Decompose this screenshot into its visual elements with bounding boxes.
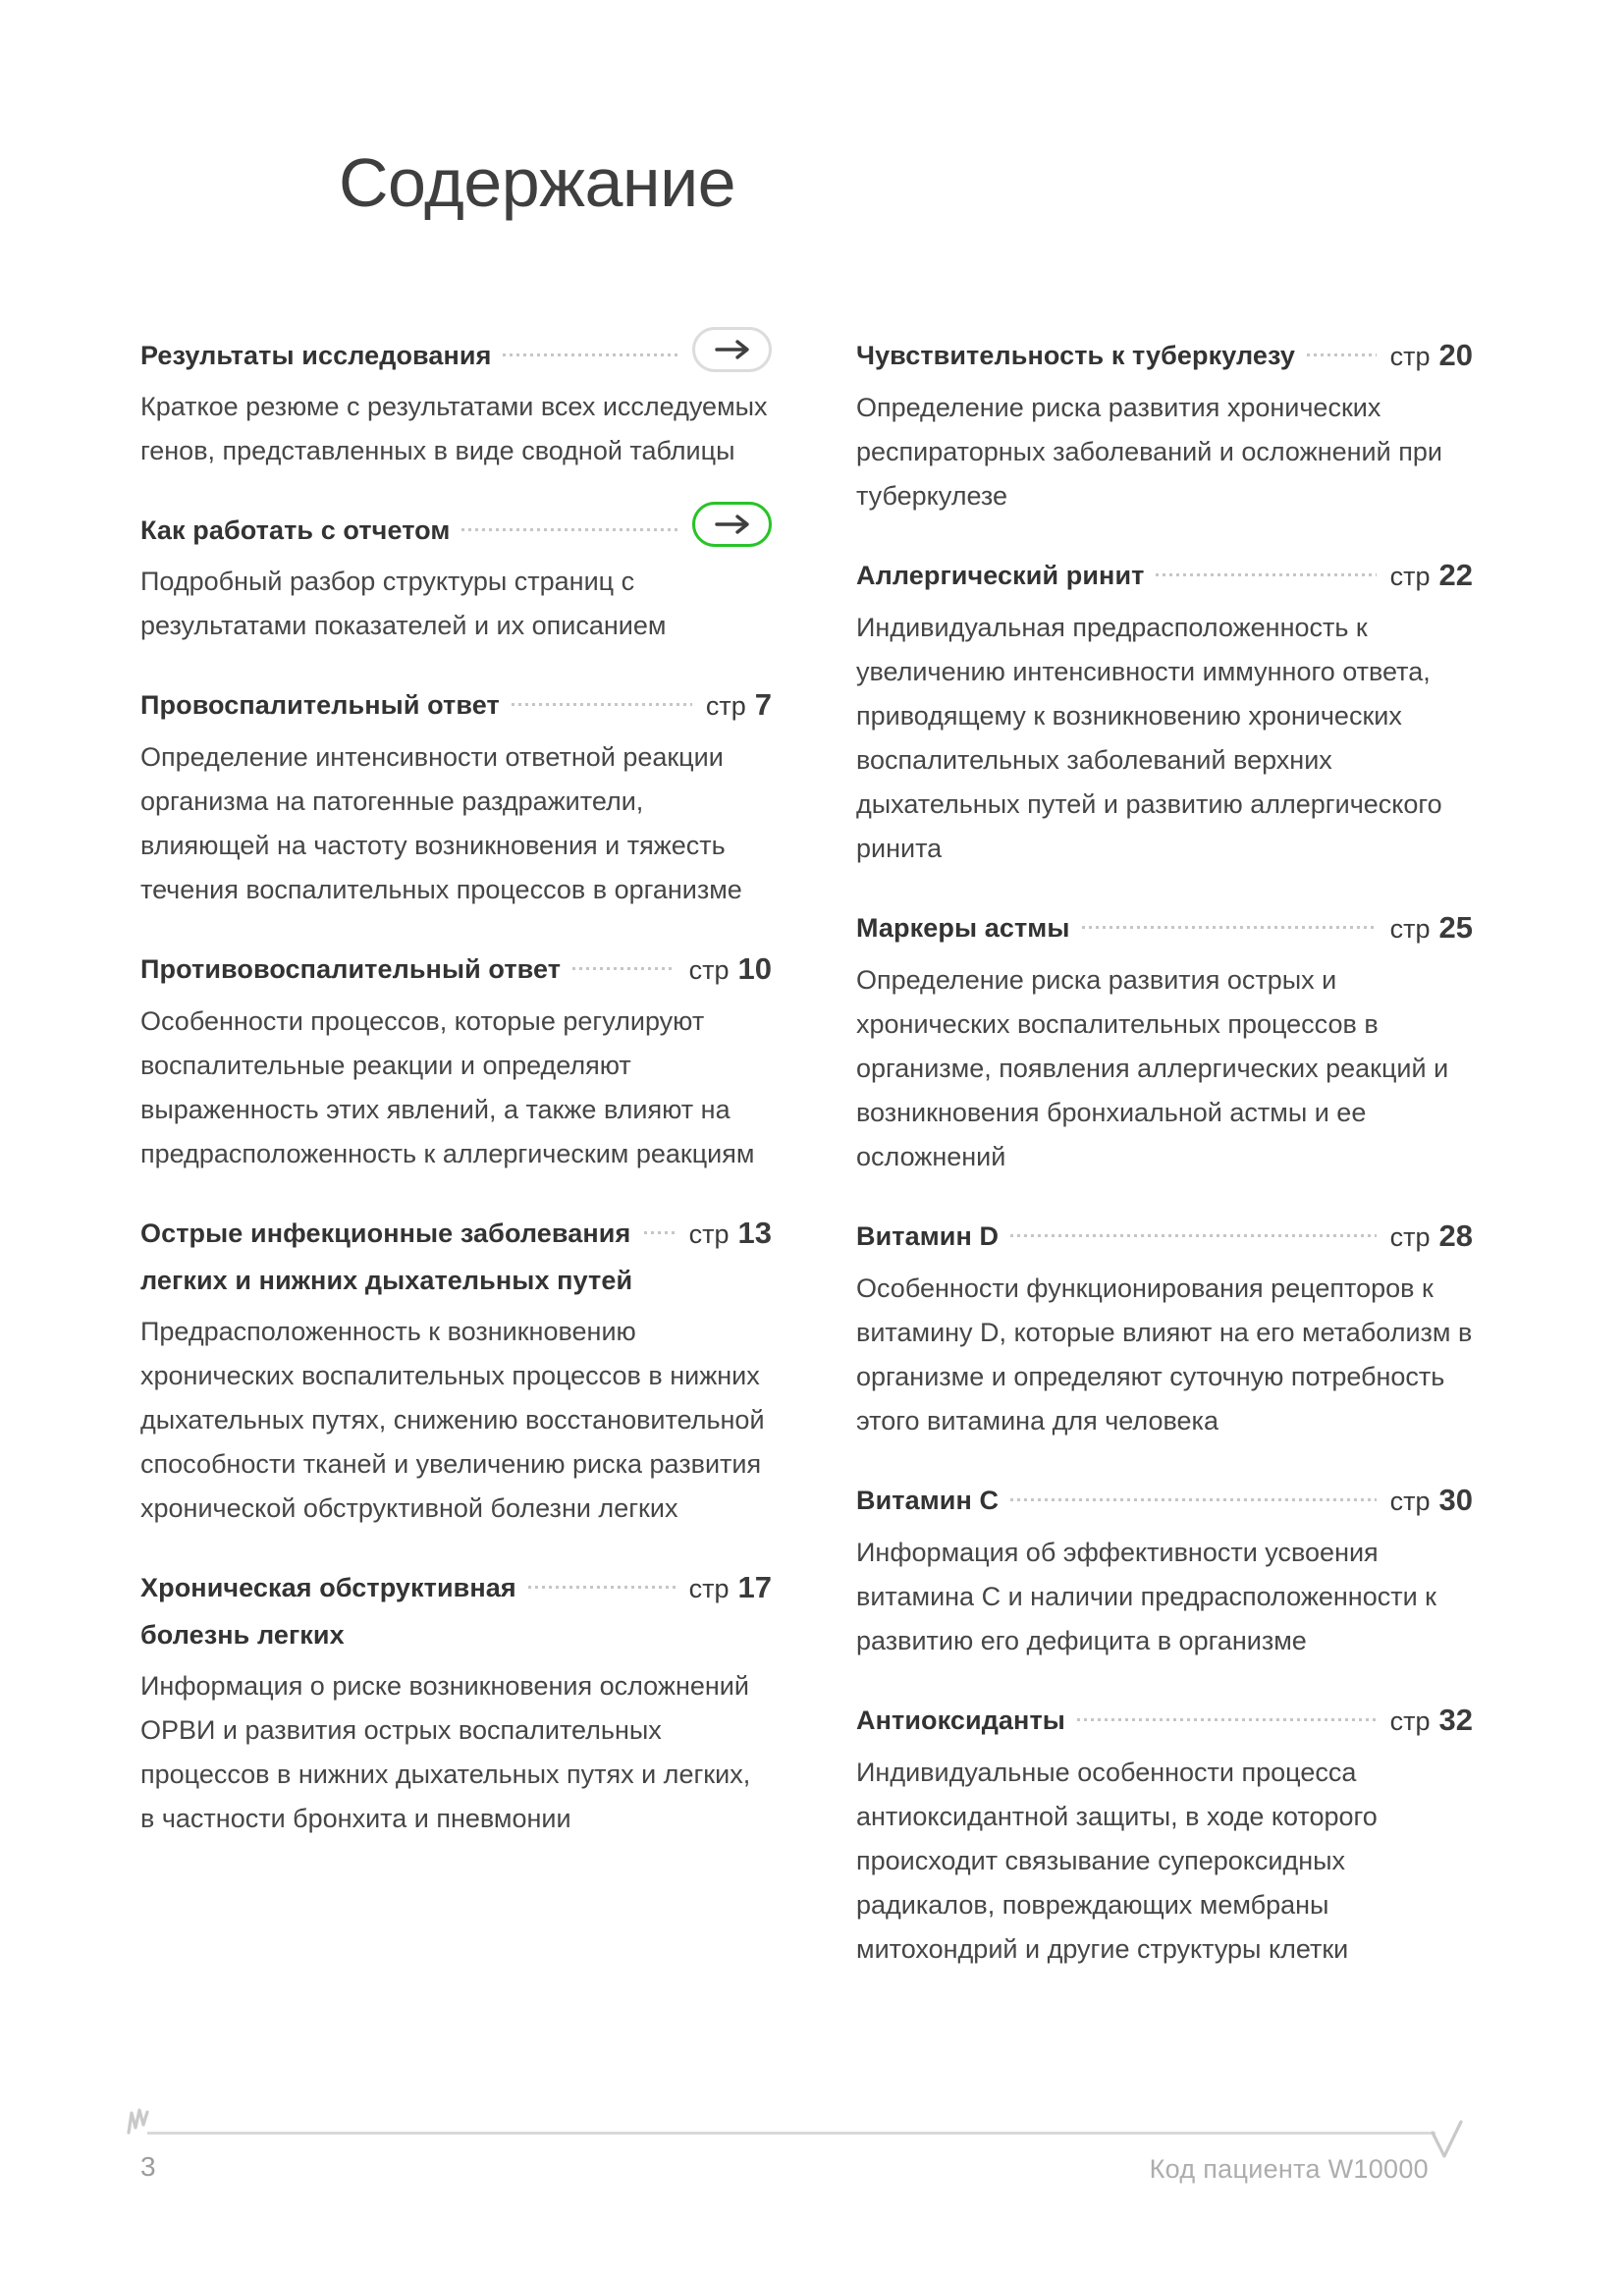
entry-header xyxy=(856,1697,1473,1745)
entry-description: Индивидуальные особенности процесса антиоксидантной защиты, в ходе которого происходит связывание супероксидных радикалов, повреждающих мембраны митохондрий и другие структуры клетки xyxy=(856,1758,1378,1964)
dotted-leader xyxy=(1010,1234,1377,1237)
page-prefix: стр xyxy=(1389,914,1431,944)
entry-title-line: Аллергический ринит xyxy=(856,561,1145,590)
dotted-leader xyxy=(644,1231,675,1234)
page-prefix: стр xyxy=(688,1574,730,1603)
entry-title xyxy=(856,1477,999,1524)
entry-title xyxy=(140,1564,516,1658)
dotted-leader xyxy=(512,703,692,706)
page-reference xyxy=(1390,1213,1473,1261)
page-reference xyxy=(689,1564,772,1612)
entry-title-line: Противовоспалительный ответ xyxy=(140,954,562,984)
footer-divider-line xyxy=(147,2132,1435,2135)
entry-title xyxy=(856,332,1295,379)
page-number: 25 xyxy=(1438,910,1473,945)
toc-column-left xyxy=(140,332,772,2005)
dotted-leader xyxy=(1082,926,1377,929)
page-number: 13 xyxy=(737,1216,772,1250)
page-reference xyxy=(1390,904,1473,952)
entry-description: Подробный разбор структуры страниц с результатами показателей и их описанием xyxy=(140,567,667,640)
pen-scribble-left-icon xyxy=(126,2105,151,2135)
dotted-leader xyxy=(528,1586,676,1589)
entry-header xyxy=(856,552,1473,600)
entry-header xyxy=(140,507,772,554)
entry-header xyxy=(856,904,1473,952)
toc-entry-anti-inflammatory-response xyxy=(140,946,772,1176)
entry-title xyxy=(140,1210,632,1304)
arrow-right-icon xyxy=(714,339,751,360)
page-title: Содержание xyxy=(339,144,736,221)
toc-column-right xyxy=(856,332,1473,2005)
page-number: 32 xyxy=(1438,1703,1473,1737)
pen-checkmark-right-icon xyxy=(1430,2119,1465,2160)
toc-entry-allergic-rhinitis xyxy=(856,552,1473,871)
page-reference xyxy=(689,1210,772,1258)
toc-entry-copd xyxy=(140,1564,772,1841)
page-number: 17 xyxy=(737,1570,772,1604)
entry-description: Индивидуальная предрасположенность к увеличению интенсивности иммунного ответа, приводящему к возникновению хронических воспалительных заболеваний верхних дыхательных путей и развитию аллергического ринита xyxy=(856,613,1442,863)
page-prefix: стр xyxy=(705,691,746,721)
entry-title xyxy=(140,946,561,993)
entry-title-line: Маркеры астмы xyxy=(856,913,1070,943)
toc-entry-tuberculosis-sensitivity xyxy=(856,332,1473,518)
entry-title xyxy=(856,552,1144,599)
entry-title-line: Как работать с отчетом xyxy=(140,515,451,545)
entry-title-line: болезнь легких xyxy=(140,1620,345,1650)
entry-title-line: Чувствительность к туберкулезу xyxy=(856,341,1295,370)
page-reference xyxy=(1390,552,1473,600)
dotted-leader xyxy=(503,353,678,356)
toc-entry-antioxidants xyxy=(856,1697,1473,1972)
entry-header xyxy=(140,1210,772,1304)
page-prefix: стр xyxy=(1389,1706,1431,1736)
entry-header xyxy=(140,681,772,730)
toc-entry-vitamin-d xyxy=(856,1213,1473,1443)
page-number: 20 xyxy=(1438,338,1473,372)
page-number: 7 xyxy=(754,687,772,722)
toc-entry-asthma-markers xyxy=(856,904,1473,1179)
entry-header xyxy=(140,946,772,994)
entry-title-line: легких и нижних дыхательных путей xyxy=(140,1266,633,1295)
entry-title xyxy=(856,1213,999,1260)
page-number: 10 xyxy=(737,951,772,986)
entry-description: Информация об эффективности усвоения витамина C и наличии предрасположенности к развитию его дефицита в организме xyxy=(856,1538,1436,1655)
toc-columns xyxy=(140,332,1473,2005)
entry-header xyxy=(856,1477,1473,1525)
entry-title xyxy=(140,332,491,379)
page-reference xyxy=(689,946,772,994)
page-reference xyxy=(706,681,772,730)
page-prefix: стр xyxy=(688,1219,730,1249)
entry-header xyxy=(856,332,1473,380)
entry-header xyxy=(856,1213,1473,1261)
page-prefix: стр xyxy=(1389,1222,1431,1252)
page-prefix: стр xyxy=(1389,1487,1431,1516)
page-reference xyxy=(1390,1697,1473,1745)
entry-description: Предрасположенность к возникновению хронических воспалительных процессов в нижних дыхательных путях, снижению восстановительной способности тканей и увеличению риска развития хронической обструктивной болезни легких xyxy=(140,1317,765,1523)
entry-description: Особенности процессов, которые регулируют воспалительные реакции и определяют выраженность этих явлений, а также влияют на предрасположенность к аллергическим реакциям xyxy=(140,1006,755,1168)
entry-title xyxy=(856,1697,1065,1744)
entry-description: Определение интенсивности ответной реакции организма на патогенные раздражители, влияющей на частоту возникновения и тяжесть течения воспалительных процессов в организме xyxy=(140,742,742,904)
dotted-leader xyxy=(572,967,676,970)
entry-title xyxy=(856,904,1070,951)
entry-title-line: Провоспалительный ответ xyxy=(140,690,500,720)
entry-description: Определение риска развития хронических респираторных заболеваний и осложнений при туберкулезе xyxy=(856,393,1442,511)
entry-title-line: Витамин C xyxy=(856,1486,1000,1515)
page-reference xyxy=(1390,1477,1473,1525)
footer-patient-code: Код пациента W10000 xyxy=(1149,2154,1429,2184)
page-reference xyxy=(1390,332,1473,380)
dotted-leader xyxy=(1307,353,1377,356)
entry-title-line: Острые инфекционные заболевания xyxy=(140,1219,631,1248)
toc-entry-acute-infectious-diseases xyxy=(140,1210,772,1531)
entry-title-line: Антиоксиданты xyxy=(856,1706,1065,1735)
entry-title xyxy=(140,681,500,729)
page-number: 30 xyxy=(1438,1483,1473,1517)
entry-title xyxy=(140,507,450,554)
toc-entry-how-to-work xyxy=(140,507,772,648)
entry-title-line: Результаты исследования xyxy=(140,341,492,370)
page-prefix: стр xyxy=(688,955,730,985)
entry-description: Особенности функционирования рецепторов к витамину D, которые влияют на его метаболизм в организме и определяют суточную потребность этого витамина для человека xyxy=(856,1273,1473,1435)
entry-header xyxy=(140,1564,772,1658)
footer-page-number: 3 xyxy=(140,2151,156,2182)
toc-entry-results xyxy=(140,332,772,473)
page-number: 22 xyxy=(1438,558,1473,592)
open-results-arrow-button[interactable] xyxy=(692,327,772,372)
toc-entry-proinflammatory-response xyxy=(140,681,772,912)
toc-entry-vitamin-c xyxy=(856,1477,1473,1663)
dotted-leader xyxy=(1077,1718,1377,1721)
page-number: 28 xyxy=(1438,1219,1473,1253)
arrow-right-icon xyxy=(714,514,751,535)
entry-description: Информация о риске возникновения осложнений ОРВИ и развития острых воспалительных процессов в нижних дыхательных путях и легких, в частности бронхита и пневмонии xyxy=(140,1671,751,1833)
entry-description: Определение риска развития острых и хронических воспалительных процессов в организме, появления аллергических реакций и возникновения бронхиальной астмы и ее осложнений xyxy=(856,965,1449,1171)
entry-header xyxy=(140,332,772,379)
dotted-leader xyxy=(1010,1498,1377,1501)
page-prefix: стр xyxy=(1389,562,1431,591)
open-how-to-work-arrow-button[interactable] xyxy=(692,502,772,547)
dotted-leader xyxy=(461,528,678,531)
page-prefix: стр xyxy=(1389,342,1431,371)
entry-title-line: Витамин D xyxy=(856,1221,1000,1251)
entry-title-line: Хроническая обструктивная xyxy=(140,1573,516,1602)
entry-description: Краткое резюме с результатами всех исследуемых генов, представленных в виде сводной таблицы xyxy=(140,392,768,465)
dotted-leader xyxy=(1156,573,1376,576)
